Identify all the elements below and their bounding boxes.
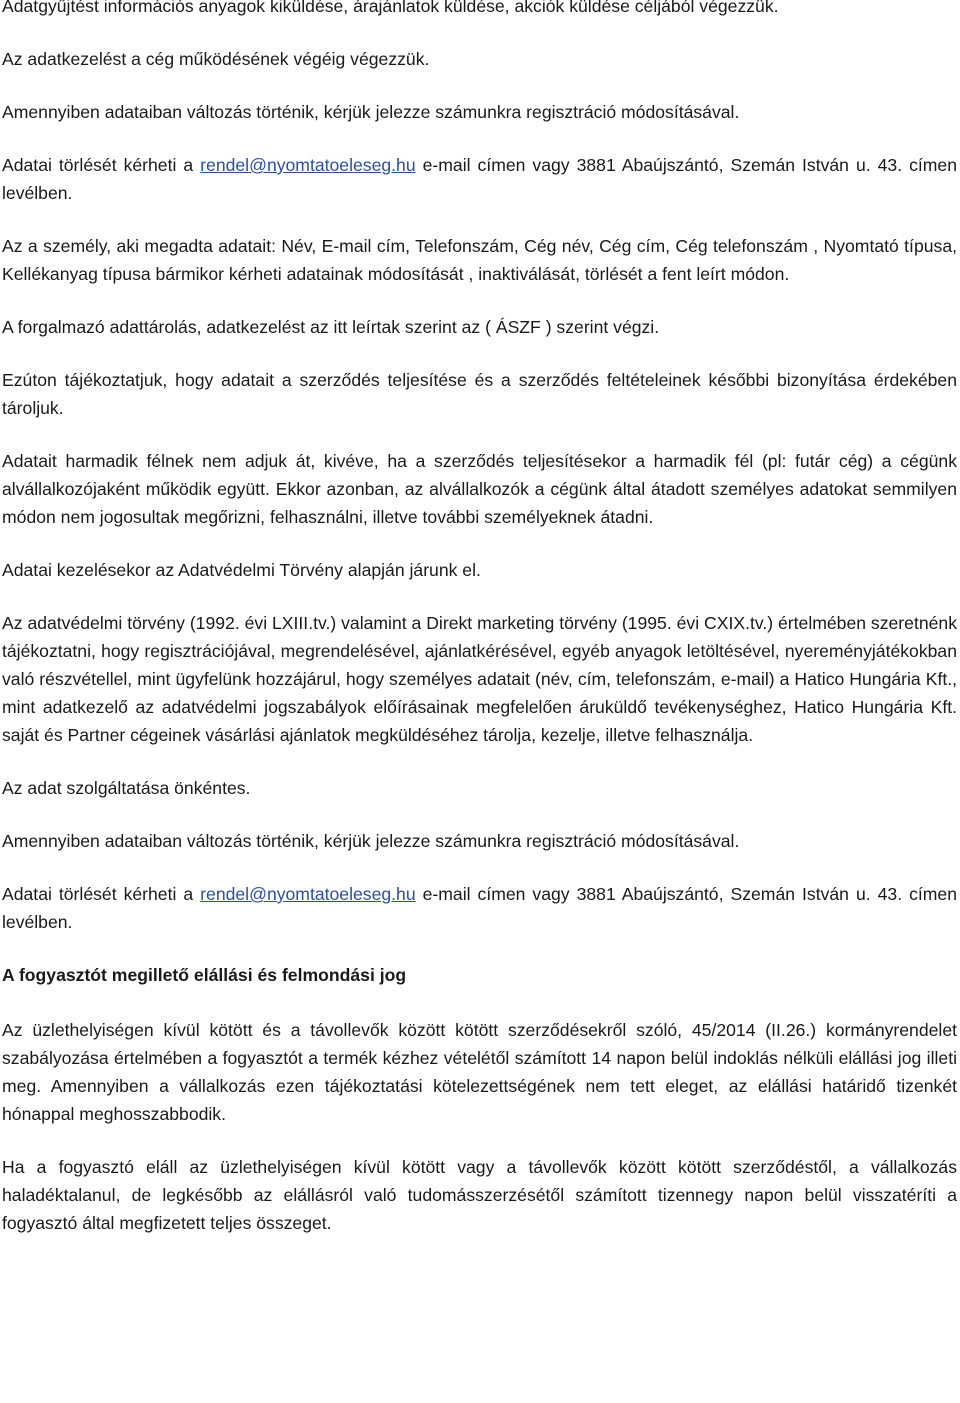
paragraph-third-party: Adatait harmadik félnek nem adjuk át, kivéve, ha a szerződés teljesítésekor a harmadik fél (pl: futár cég) a cégünk alvállalkozójaként működik együtt. Ekkor azonban, az alvállalkozók a cégünk által átadott személyes adatokat semmilyen módon nem jogosultak megőrizni, felhasználni, illetve további személyeknek átadni. — [2, 451, 957, 527]
paragraph-personal-data-fields: Az a személy, aki megadta adatait: Név, E-mail cím, Telefonszám, Cég név, Cég cím, Cég telefonszám , Nyomtató típusa, Kellékanyag típusa bármikor kérheti adatainak módosítását , inaktiválását, törlését a fent leírt módon. — [2, 236, 957, 284]
paragraph-voluntary: Az adat szolgáltatása önkéntes. — [2, 778, 251, 798]
paragraph-withdrawal-right: Az üzlethelyiségen kívül kötött és a távollevők között kötött szerződésekről szóló, 45/2014 (II.26.) kormányrendelet szabályozása értelmében a fogyasztót a termék kézhez vételétől számított 14 napon belül indoklás nélküli elállási jog illeti meg. Amennyiben a vállalkozás ezen tájékoztatási kötelezettségének nem tett eleget, az elállási határidő tizenkét hónappal meghosszabbodik. — [2, 1020, 957, 1124]
deletion-text-after: e-mail címen vagy 3881 Abaújszántó, Szemán István u. 43. címen levélben. — [2, 155, 957, 203]
paragraph-change-notice: Amennyiben adataiban változás történik, kérjük jelezze számunkra regisztráció módosításával. — [2, 102, 740, 122]
email-link-2[interactable]: rendel@nyomtatoeleseg.hu — [200, 884, 416, 904]
deletion-text-before: Adatai törlését kérheti a — [2, 155, 201, 175]
paragraph-refund: Ha a fogyasztó eláll az üzlethelyiségen kívül kötött vagy a távollevők között kötött szerződéstől, a vállalkozás haladéktalanul, de legkésőbb az elállásról való tudomásszerzésétől számított tizennegy napon belül visszatéríti a fogyasztó által megfizetett teljes összeget. — [2, 1157, 957, 1233]
deletion-text-after-2: e-mail címen vagy 3881 Abaújszántó, Szemán István u. 43. címen levélben. — [2, 884, 957, 932]
paragraph-deletion-request-2 — [2, 880, 957, 936]
paragraph-aszf: A forgalmazó adattárolás, adatkezelést az itt leírtak szerint az ( ÁSZF ) szerint végzi. — [2, 317, 660, 337]
paragraph-data-protection-law: Adatai kezelésekor az Adatvédelmi Törvény alapján járunk el. — [2, 560, 481, 580]
paragraph-direct-marketing: Az adatvédelmi törvény (1992. évi LXIII.tv.) valamint a Direkt marketing törvény (1995. évi CXIX.tv.) értelmében szeretnénk tájékoztatni, hogy regisztrációjával, megrendelésével, ajánlatkérésével, egyéb anyagok letöltésével, nyereményjátékokban való részvétellel, mint ügyfelünk hozzájárul, hogy személyes adatait (név, cím, telefonszám, e-mail) a Hatico Hungária Kft., mint adatkezelő az adatvédelmi jogszabályok előírásainak megfelelően áruküldő tevékenységhez, Hatico Hungária Kft. saját és Partner cégeinek vásárlási ajánlatok megküldéséhez tárolja, kezelje, illetve felhasználja. — [2, 613, 957, 745]
paragraph-change-notice-2: Amennyiben adataiban változás történik, kérjük jelezze számunkra regisztráció módosításával. — [2, 831, 740, 851]
paragraph-data-duration: Az adatkezelést a cég működésének végéig végezzük. — [2, 49, 430, 69]
paragraph-contract-storage: Ezúton tájékoztatjuk, hogy adatait a szerződés teljesítése és a szerződés feltételeinek későbbi bizonyítása érdekében tároljuk. — [2, 370, 957, 418]
email-link[interactable]: rendel@nyomtatoeleseg.hu — [200, 155, 416, 175]
paragraph-deletion-request — [2, 151, 957, 207]
section-heading-withdrawal: A fogyasztót megillető elállási és felmondási jog — [2, 965, 407, 985]
paragraph-data-purpose: Adatgyűjtést információs anyagok kiküldése, árajánlatok küldése, akciók küldése céljából végezzük. — [2, 0, 779, 16]
deletion-text-before-2: Adatai törlését kérheti a — [2, 884, 201, 904]
